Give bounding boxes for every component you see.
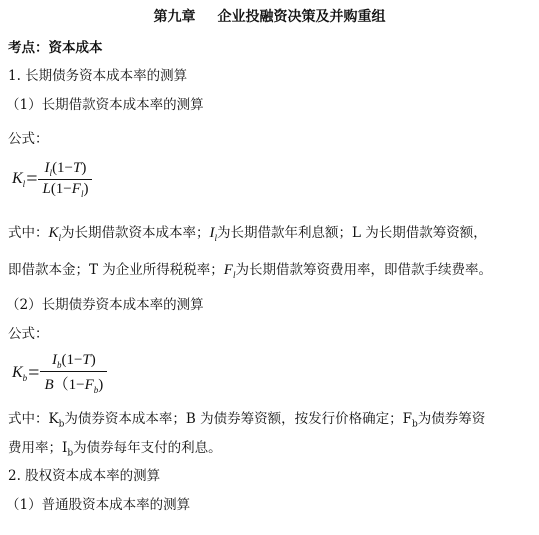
formula-equals: = [26, 168, 38, 190]
description-bond-line-2: 费用率；$I_b$为债券每年支付的利息。 [8, 440, 222, 459]
chapter-number: 第九章 [153, 9, 196, 25]
section-heading-debt: 1. 长期债务资本成本率的测算 [8, 68, 188, 84]
formula-denominator: $L(1-F_l)$ [42, 181, 89, 199]
formula-bond-cost [12, 352, 107, 395]
formula-fraction [38, 160, 92, 199]
description-loan-line-1: 式中：$K_l$为长期借款资本成本率；$I_l$为长期借款年利息额；L 为长期借款筹资额， [8, 225, 487, 243]
formula-label-bond: 公式： [8, 326, 49, 342]
chapter-title [0, 6, 539, 26]
subsection-heading-loan: （1）长期借款资本成本率的测算 [6, 97, 204, 113]
formula-lhs: $K_l$ [12, 169, 26, 190]
topic-heading: 考点：资本成本 [8, 40, 103, 56]
formula-lhs: $K_b$ [12, 363, 28, 384]
description-bond-line-1: 式中：$K_b$为债券资本成本率；B 为债券筹资额，按发行价格确定；$F_b$为债券筹资 [8, 411, 486, 430]
subsection-heading-bond: （2）长期债券资本成本率的测算 [6, 297, 204, 313]
formula-equals: = [28, 362, 40, 384]
subsection-heading-common-stock: （1）普通股资本成本率的测算 [6, 497, 191, 513]
chapter-name: 企业投融资决策及并购重组 [217, 9, 386, 25]
formula-fraction [40, 352, 107, 395]
formula-loan-cost [12, 160, 92, 199]
description-loan-line-2: 即借款本金；T 为企业所得税税率；$F_l$为长期借款筹资费用率，即借款手续费率。 [8, 262, 492, 280]
formula-numerator: $I_b(1-T)$ [51, 352, 96, 370]
formula-numerator: $I_l(1-T)$ [44, 160, 87, 178]
formula-label-loan: 公式： [8, 131, 49, 147]
section-heading-equity: 2. 股权资本成本率的测算 [8, 468, 161, 484]
formula-denominator: $B(1-F_b)$ [44, 377, 104, 395]
